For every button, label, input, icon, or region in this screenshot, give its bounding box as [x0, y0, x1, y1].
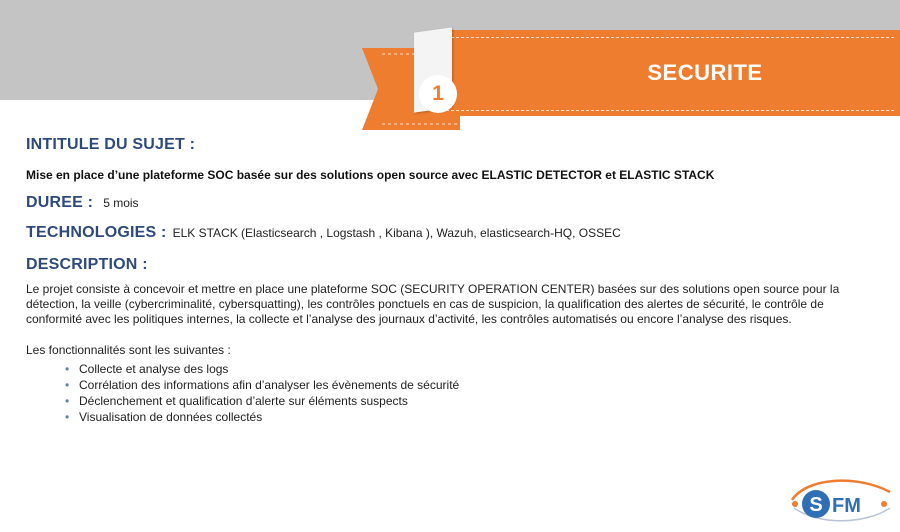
list-item: • Déclenchement et qualification d’alerte sur éléments suspects [79, 393, 866, 409]
section-title: SECURITE [647, 60, 763, 85]
sfm-logo [786, 474, 896, 526]
duration-row [26, 194, 866, 212]
list-item: • Visualisation de données collectés [79, 409, 866, 425]
list-item: • Corrélation des informations afin d’analyser les évènements de sécurité [79, 377, 866, 393]
features-list [26, 361, 866, 425]
description-heading: DESCRIPTION : [26, 256, 148, 273]
subject-heading: INTITULE DU SUJET : [26, 136, 196, 153]
section-number-badge: 1 [419, 75, 457, 113]
svg-text:S: S [809, 494, 823, 516]
technologies-value: ELK STACK (Elasticsearch , Logstash , Kibana ), Wazuh, elasticsearch-HQ, OSSEC [172, 226, 621, 240]
svg-text:FM: FM [832, 495, 861, 517]
subject-text: Mise en place d’une plateforme SOC basée sur des solutions open source avec ELASTIC DETECTOR et ELASTIC STACK [26, 168, 715, 182]
technologies-label: TECHNOLOGIES : [26, 224, 167, 241]
duration-label: DUREE : [26, 194, 94, 211]
content-area [26, 136, 866, 425]
duration-value: 5 mois [103, 196, 139, 210]
features-intro: Les fonctionnalités sont les suivantes : [26, 343, 231, 357]
description-text: Le projet consiste à concevoir et mettre en place une plateforme SOC (SECURITY OPERATION CENTER) basées sur des solutions open source pour la détection, la veille (cybercriminalité, cybersquatting), les contrôles ponctuels en cas de suspicion, la qualification des alertes de sécurité, le contrôle de conformité avec les politiques internes, la collecte et l’analyse des journaux d’activité, les contrôles automatisés ou encore l’analyse des risques. [26, 282, 840, 326]
technologies-row [26, 224, 866, 242]
list-item: • Collecte et analyse des logs [79, 361, 866, 377]
